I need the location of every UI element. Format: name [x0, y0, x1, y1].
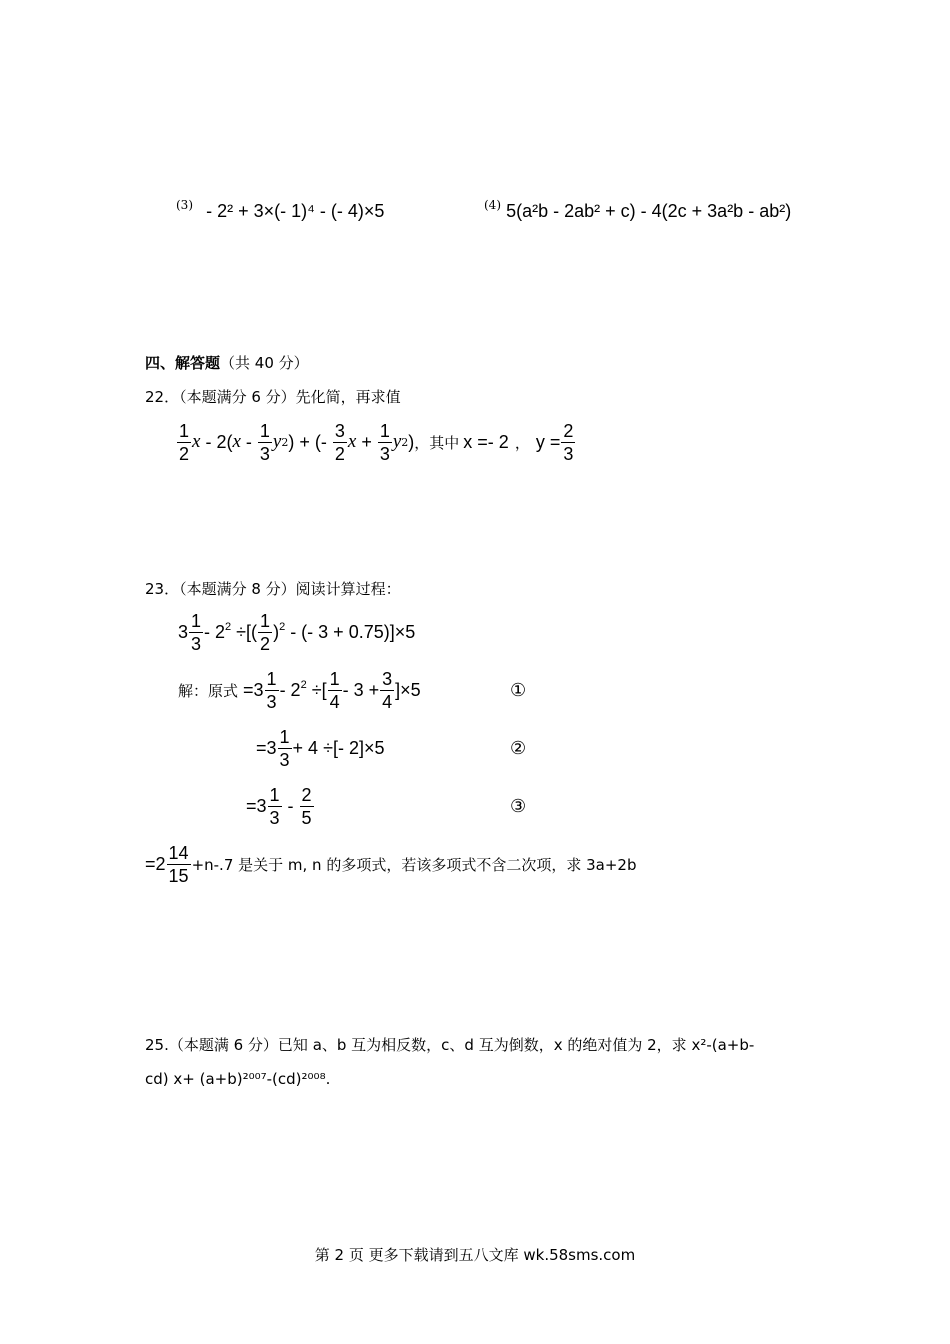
- solution-label: 解：原式: [178, 681, 239, 700]
- step-3-prefix: =3: [246, 795, 267, 816]
- fraction: $\frac{1}{2}$: [260, 610, 271, 654]
- fraction: $\frac{1}{3}$: [191, 610, 202, 654]
- page-footer: 第 2 页 更多下载请到五八文库 wk.58sms.com: [314, 1246, 636, 1264]
- question-24-line: [145, 838, 636, 890]
- result-prefix: =2: [145, 853, 166, 874]
- question-23-expression: 3 $\frac{1}{3}$ - $2^2$ ÷[( $\frac{1}{2}$ )$^2$ - (- 3 + 0.75)]×5: [178, 610, 416, 654]
- fraction: $\frac{1}{3}$: [259, 420, 270, 464]
- fraction: $\frac{1}{3}$: [269, 784, 280, 828]
- problem-4-number: (4): [484, 198, 501, 212]
- step-mark-3: ③: [510, 796, 527, 816]
- solution-step-3: =3 $\frac{1}{3}$ - $\frac{2}{5}$: [246, 784, 312, 828]
- y-label: y =: [535, 431, 561, 452]
- problem-4: [484, 198, 791, 222]
- section-title: 四、解答题: [145, 354, 221, 372]
- problem-3-number: (3): [176, 198, 193, 212]
- fraction: $\frac{3}{4}$: [382, 668, 393, 712]
- step-mark-2: ②: [510, 738, 527, 758]
- problem-3-expression: - 2² + 3×(- 1)⁴ - (- 4)×5: [206, 201, 385, 221]
- problem-4-expression: 5(a²b - 2ab² + c) - 4(2c + 3a²b - ab²): [506, 201, 792, 221]
- fraction: $\frac{2}{5}$: [301, 784, 312, 828]
- problem-3: [176, 198, 384, 222]
- solution-step-2: [256, 722, 384, 774]
- question-24-text: +n-.7 是关于 m, n 的多项式，若该多项式不含二次项，求 3a+2b: [191, 855, 637, 874]
- step-2-rest: + 4 ÷[- 2]×5: [292, 737, 385, 758]
- section-points: （共 40 分）: [220, 354, 309, 372]
- x-value: x =- 2: [463, 431, 509, 452]
- fraction: $\frac{1}{4}$: [329, 668, 340, 712]
- question-23-heading: 23．（本题满分 8 分）阅读计算过程：: [145, 580, 401, 598]
- fraction: $\frac{1}{3}$: [279, 726, 290, 770]
- fraction: $\frac{3}{2}$: [334, 420, 345, 464]
- solution-step-1: 解：原式 =3 $\frac{1}{3}$ - $2^2$ ÷[ $\frac{1}{4}$ - 3 + $\frac{3}{4}$ ]×5: [178, 668, 421, 712]
- question-22-expression: $\frac{1}{2}$ x - 2( x - $\frac{1}{3}$ y 2 ) + (- $\frac{3}{2}$ x + $\frac{1}{3}$ y 2 ) ，其中 x =- 2 ， y = $\frac{2}{3}$: [179, 420, 574, 464]
- section-heading: [145, 352, 309, 373]
- result-fraction: $\frac{14}{15}$: [168, 842, 189, 886]
- separator: ，: [514, 433, 530, 452]
- condition-text: ，其中: [414, 433, 460, 452]
- step-2-prefix: =3: [256, 737, 277, 758]
- question-25-line-1: 25.（本题满 6 分）已知 a、b 互为相反数，c、d 互为倒数，x 的绝对值为 2，求 x²-(a+b-: [145, 1036, 755, 1054]
- fraction: $\frac{1}{3}$: [266, 668, 277, 712]
- question-22-heading: 22．（本题满分 6 分）先化简，再求值: [145, 388, 401, 406]
- step-mark-1: ①: [510, 680, 527, 700]
- question-25-line-2: cd) x+ (a+b)²⁰⁰⁷-(cd)²⁰⁰⁸.: [145, 1070, 331, 1088]
- fraction: $\frac{1}{3}$: [379, 420, 390, 464]
- fraction: $\frac{1}{2}$: [179, 420, 190, 464]
- y-fraction: $\frac{2}{3}$: [563, 420, 574, 464]
